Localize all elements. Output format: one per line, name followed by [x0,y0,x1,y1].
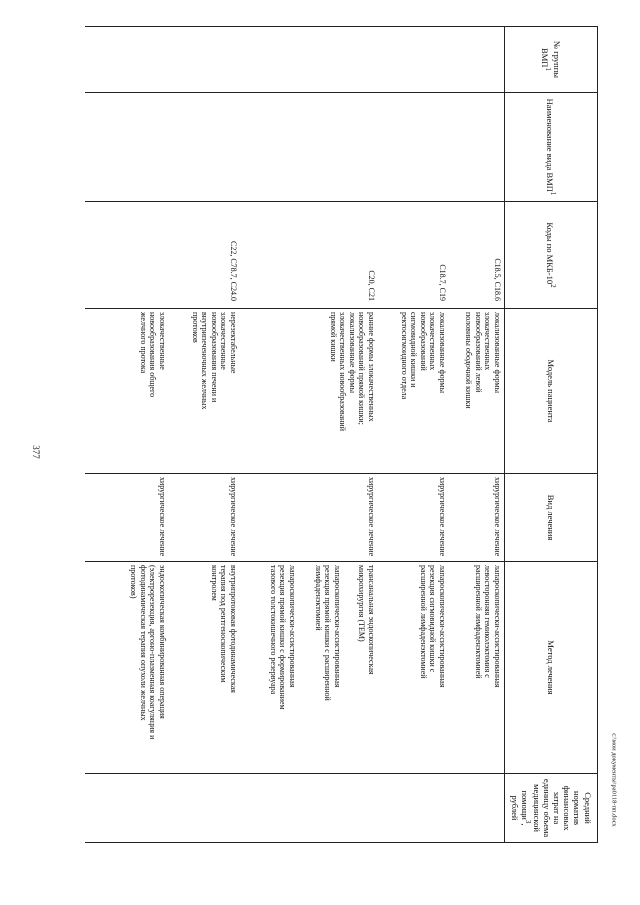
treatment-type-row-5: хирургическое лечение [158,477,167,557]
treatment-type-row-1: хирургическое лечение [493,477,502,557]
vmp-table [85,26,598,843]
header-patient-model: Модель пациента [505,309,598,474]
icd-code-row-4: C22, C78.7, C24.0 [229,240,238,301]
treatment-method-row-3b: лапароскопически-ассистированная резекция прямой кишки с расширенной лимфаденэктомией [313,565,342,701]
icd-code-row-3: C20, C21 [367,270,376,301]
cell-treatment-method [85,562,505,774]
treatment-method-row-2: лапароскопически-ассистированная резекция сигмовидной кишки с расширенной лимфаденэктомией [418,565,447,688]
patient-model-row-1: локализованные формы злокачественных новообразований левой половины ободочной кишки [464,312,502,409]
header-treatment-type: Вид лечения [505,474,598,562]
treatment-type-row-3: хирургическое лечение [367,477,376,557]
footer-file-path: c:\мои документы\pa0118-пп.docx [610,733,618,827]
treatment-method-row-3c: лапароскопически-ассистированная резекция прямой кишки с формированием тазового толстокишечного резервуара [268,565,297,710]
table-body-row [85,27,505,843]
treatment-method-row-4: внутрипротоковая фотодинамическая терапия под рентгеноскопическим контролем [209,565,238,693]
header-icd-codes: Коды по МКБ-$10^2$ [505,202,598,309]
treatment-type-row-4: хирургическое лечение [229,477,238,557]
page-number: 377 [31,445,41,459]
cell-icd-codes [85,202,505,309]
treatment-type-row-2: хирургическое лечение [438,477,447,557]
patient-model-row-4: нерезектабельные злокачественные новообразования печени и внутрипеченочных желчных протоков [190,312,238,410]
header-avg-cost: Средний норматив финансовых затрат на единицу объема медицинской помощи$^3$, рублей [505,774,598,843]
header-vmp-name: Наименование вида ВМП$^1$ [505,93,598,202]
patient-model-row-3: ранние формы злокачественных новообразований прямой кишки; локализованные формы злокачественных новообразований прямой кишки [328,312,376,431]
header-group-no: № группы ВМП$^1$ [505,27,598,93]
cell-patient-model [85,309,505,474]
rotated-table-container [91,26,598,842]
icd-code-row-2: C18.7, C19 [438,264,447,301]
patient-model-row-5: злокачественные новообразования общего желчного протока [138,312,167,398]
icd-code-row-1: C18.5, C18.6 [493,258,502,301]
patient-model-row-2: локализованные формы злокачественных новообразований сигмовидной кишки и ректосигмоидного отдела [399,312,447,400]
cell-avg-cost [85,774,505,843]
header-treatment-method: Метод лечения [505,562,598,774]
treatment-method-row-5: эндоскопическая комбинированная операция (электрорезекция, аргоно-плазменная коагуляция и фотодинамическая терапия опухоли желчных протоков) [129,565,167,740]
treatment-method-row-3a: трансанальная эндоскопическая микрохирургия (ТЕМ) [357,565,376,675]
table-header-row [505,27,598,843]
treatment-method-row-1: лапароскопически-ассистированная левосторонняя гемиколэктомия с расширенной лимфаденэктомией [473,565,502,688]
cell-treatment-type [85,474,505,562]
cell-group-no [85,27,505,93]
cell-vmp-name [85,93,505,202]
